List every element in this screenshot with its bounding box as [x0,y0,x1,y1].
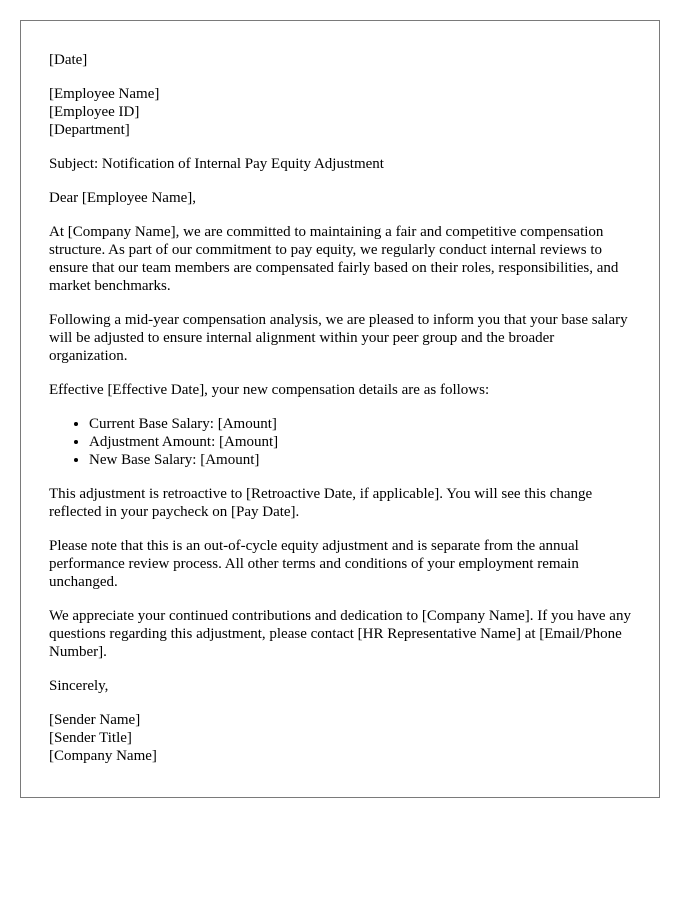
letter-salutation: Dear [Employee Name], [49,190,197,206]
sender-title: [Sender Title] [49,730,132,746]
list-item-adjustment-amount: • Adjustment Amount: [Amount] [89,433,631,451]
letter-subject: Subject: Notification of Internal Pay Equity Adjustment [49,156,384,172]
paragraph-note: Please note that this is an out-of-cycle equity adjustment and is separate from the annual performance review process. All other terms and conditions of your employment remain unchanged. [49,538,579,590]
letter-document [20,20,660,798]
recipient-name: [Employee Name] [49,86,160,102]
list-item-new-salary: • New Base Salary: [Amount] [89,451,631,469]
sender-company: [Company Name] [49,748,157,764]
paragraph-retroactive: This adjustment is retroactive to [Retroactive Date, if applicable]. You will see this change reflected in your paycheck on [Pay Date]. [49,486,593,520]
recipient-department: [Department] [49,122,130,138]
paragraph-effective: Effective [Effective Date], your new compensation details are as follows: [49,382,490,398]
letter-closing: Sincerely, [49,678,109,694]
recipient-block [49,85,631,139]
compensation-list [49,415,631,469]
sender-name: [Sender Name] [49,712,141,728]
paragraph-analysis: Following a mid-year compensation analysis, we are pleased to inform you that your base salary will be adjusted to ensure internal alignment within your peer group and the broader organization. [49,312,628,364]
paragraph-appreciation: We appreciate your continued contributions and dedication to [Company Name]. If you have any questions regarding this adjustment, please contact [HR Representative Name] at [Email/Phone Number]. [49,608,631,660]
list-item-current-salary: • Current Base Salary: [Amount] [89,415,631,433]
paragraph-intro: At [Company Name], we are committed to maintaining a fair and competitive compensation structure. As part of our commitment to pay equity, we regularly conduct internal reviews to ensure that our team members are compensated fairly based on their roles, responsibilities, and market benchmarks. [49,224,619,294]
recipient-id: [Employee ID] [49,104,140,120]
letter-date: [Date] [49,52,88,68]
sender-block [49,711,631,765]
